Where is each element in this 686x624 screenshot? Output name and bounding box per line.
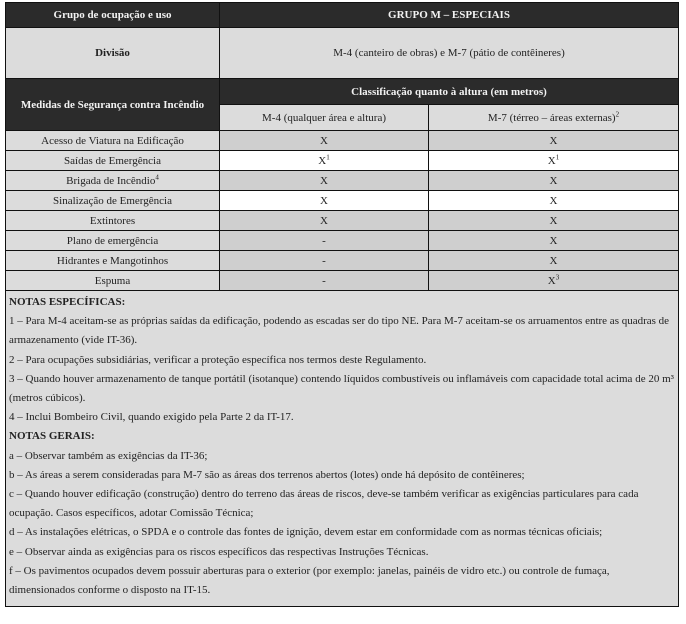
measures-header-cell: Medidas de Segurança contra Incêndio [6,79,220,131]
m7-value-cell: X [429,171,679,191]
column-header-m4: M-4 (qualquer área e altura) [220,105,429,131]
measure-cell: Plano de emergência [6,231,220,251]
m7-value-cell: $X^3$ [429,271,679,291]
note-item: e – Observar ainda as exigências para os riscos específicos das respectivas Instruções Técnicas. [9,545,429,558]
m7-value-cell: X [429,211,679,231]
group-value-cell: GRUPO M – ESPECIAIS [220,3,679,28]
m4-value-cell: X [220,191,429,211]
table-row [6,251,679,271]
m4-value-cell: X [220,171,429,191]
measure-cell: Hidrantes e Mangotinhos [6,251,220,271]
group-label-cell: Grupo de ocupação e uso [6,3,220,28]
general-notes-title: NOTAS GERAIS: [9,430,95,443]
note-item: 1 – Para M-4 aceitam-se as próprias saídas da edificação, podendo as escadas ser do tipo NE. Para M-7 aceitam-se os arruamentos entre as quadras de armazenamento (vide IT-36). [9,315,670,347]
measure-cell: Extintores [6,211,220,231]
division-label-cell: Divisão [6,28,220,79]
measure-cell: Acesso de Viatura na Edificação [6,131,220,151]
measure-cell: Sinalização de Emergência [6,191,220,211]
m4-value-cell: - [220,271,429,291]
specific-notes-list [9,312,675,427]
note-item: f – Os pavimentos ocupados devem possuir aberturas para o exterior (por exemplo: janelas, painéis de vidro etc.) ou controle de fumaça, dimensionados conforme o disposto na IT-15. [9,564,610,597]
notes-cell [6,291,679,607]
m7-value-cell: X [429,191,679,211]
note-item: a – Observar também as exigências da IT-36; [9,449,208,462]
table-row [6,271,679,291]
measure-cell: Espuma [6,271,220,291]
column-header-m7: M-7 (térreo – áreas externas)$^2$ [429,105,679,131]
m4-value-cell: X [220,211,429,231]
note-item: d – As instalações elétricas, o SPDA e o controle das fontes de ignição, devem estar em conformidade com as normas técnicas oficiais; [9,526,603,539]
m4-value-cell: - [220,251,429,271]
m7-value-cell: X [429,231,679,251]
m7-value-cell: X [429,251,679,271]
note-item: 3 – Quando houver armazenamento de tanque portátil (isotanque) contendo líquidos combustíveis ou inflamáveis com capacidade total acima de 20 m³ (metros cúbicos). [9,372,674,405]
m4-value-cell: - [220,231,429,251]
note-item: 2 – Para ocupações subsidiárias, verificar a proteção específica nos termos deste Regulamento. [9,353,427,366]
division-value-cell: M-4 (canteiro de obras) e M-7 (pátio de contêineres) [220,28,679,79]
note-item: 4 – Inclui Bombeiro Civil, quando exigido pela Parte 2 da IT-17. [9,411,294,424]
table-row [6,231,679,251]
table-row [6,171,679,191]
note-item: c – Quando houver edificação (construção) dentro do terreno das áreas de riscos, deve-se também verificar as exigências particulares para cada ocupação. Casos específicos, adotar Comissão Técnica; [9,488,639,520]
table-row [6,151,679,171]
m7-value-cell: X [429,131,679,151]
classification-header-cell: Classificação quanto à altura (em metros) [220,79,679,105]
table-row [6,131,679,151]
table-row [6,211,679,231]
m4-value-cell: $X^1$ [220,151,429,171]
safety-measures-table [5,2,679,607]
table-row [6,191,679,211]
note-item: b – As áreas a serem consideradas para M-7 são as áreas dos terrenos abertos (lotes) onde há depósito de contêineres; [9,468,525,481]
m7-value-cell: $X^1$ [429,151,679,171]
specific-notes-title: NOTAS ESPECÍFICAS: [9,296,126,308]
m4-value-cell: X [220,131,429,151]
general-notes-list [9,447,675,601]
measure-cell: Saídas de Emergência [6,151,220,171]
measure-cell: Brigada de Incêndio$^4$ [6,171,220,191]
